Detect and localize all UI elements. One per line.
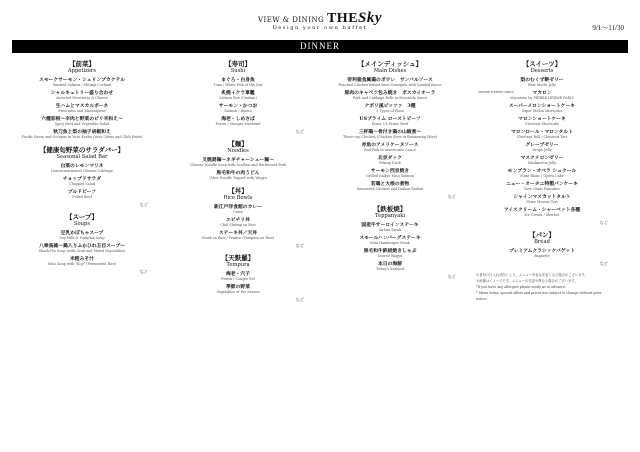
section-title-jp: 【鉄板焼】 bbox=[373, 205, 407, 213]
menu-item-name-en: Prawn / Vinegar Mackerel bbox=[215, 122, 261, 126]
menu-item-name-jp: 白菜のレモンマリネ bbox=[60, 163, 104, 169]
menu-item-name-jp: 国産牛サーロインステーキ bbox=[361, 222, 419, 228]
menu-item-name-jp: マカロン bbox=[532, 90, 552, 96]
menu-item-name-en: Mont Blanc / Opera Cake bbox=[520, 174, 564, 178]
section-title-jp: 【メインディッシュ】 bbox=[357, 60, 423, 68]
menu-item-name-en: Pacific Saury and Octopus in Yuzu Kosho (Yuzu Citrus and Chili Paste) bbox=[21, 135, 143, 139]
menu-item-name-jp: スモークサーモン・シュリンプカクテル bbox=[39, 77, 125, 83]
menu-item-name-jp: アイスクリーム・シャーベット各種 bbox=[503, 207, 581, 213]
section-title-jp: 【麺】 bbox=[228, 140, 248, 148]
etc-label: など bbox=[295, 297, 304, 302]
section-title-jp: 【寿司】 bbox=[225, 60, 251, 68]
menu-section bbox=[472, 60, 612, 225]
menu-item-name-en: Peking Duck bbox=[379, 161, 401, 165]
menu-item-name-jp: 若鶏と大根の煮物 bbox=[370, 181, 410, 187]
menu-item bbox=[472, 194, 612, 205]
menu-item bbox=[472, 77, 612, 88]
section-title-jp: 【スイーツ】 bbox=[522, 60, 562, 68]
menu-item-name-en: Soy Milk & Pumpkin Soup bbox=[59, 236, 105, 240]
menu-item bbox=[12, 230, 152, 241]
menu-item bbox=[320, 235, 460, 246]
menu-item-name-en: Chinese Noodle Soup with Scallion and Barbecued Pork bbox=[189, 163, 287, 167]
menu-item-name-en: Chili Shrimp on Rice bbox=[220, 223, 256, 227]
menu-item-name-jp: 黒毛和牛鉄板焼きしゃぶ bbox=[363, 248, 417, 254]
menu-item-name-en: Shine Muscat Tart bbox=[526, 200, 558, 204]
menu-item-name-jp: 秋刀魚と梨の柚子胡椒和え bbox=[53, 129, 111, 135]
section-title-en: Sushi bbox=[230, 68, 246, 74]
section-title-jp: 【パン】 bbox=[529, 231, 555, 239]
menu-item bbox=[472, 181, 612, 192]
menu-item-name-jp: 帝利鹿食属鶏のボワレ サンバルソース bbox=[347, 77, 433, 83]
menu-item-name-jp: 黒毛和牛の肉うどん bbox=[216, 170, 260, 176]
menu-item-name-jp: 叉焼湯麺～ネギチャーシュー麺～ bbox=[202, 157, 274, 163]
section-title-en: Rice Bowls bbox=[223, 195, 253, 201]
menu-item bbox=[12, 243, 152, 254]
menu-item-name-en: Shark Fin Soup (with Crab and Mixed Vegetables) bbox=[38, 249, 126, 253]
menu-item bbox=[168, 284, 308, 295]
menu-section bbox=[320, 205, 460, 279]
menu-item bbox=[320, 116, 460, 127]
menu-item-name-en: Chestnut Shortcake bbox=[524, 122, 560, 126]
footnote-line: * Menu items, special offers and prices are subject to change without prior notice. bbox=[476, 291, 602, 301]
menu-item bbox=[320, 222, 460, 233]
menu-item bbox=[320, 90, 460, 101]
menu-item bbox=[320, 181, 460, 192]
menu-item bbox=[472, 248, 612, 259]
menu-item-name-en: Chopped Salad bbox=[68, 182, 96, 186]
section-title-en: Desserts bbox=[530, 68, 554, 74]
menu-item-name-en: Mini Hamburger Steak bbox=[370, 241, 410, 245]
menu-item-name-en: Pear Mochi Jelly bbox=[527, 83, 557, 87]
menu-item-name-jp: シャルキュトリー盛り合わせ bbox=[50, 90, 114, 96]
menu-item-name-jp: 米糀みそ汁 bbox=[70, 256, 94, 262]
menu-item-name-en: Sirloin Steak bbox=[378, 228, 402, 232]
footnote-line: *If you have any allergies please notify us in advance. bbox=[476, 285, 566, 289]
menu-item-name-en: Muskmelon Jelly bbox=[527, 161, 557, 165]
date-range: 9/1～11/30 bbox=[592, 24, 624, 32]
menu-item-name-en: Salmon / Bonito bbox=[224, 109, 252, 113]
etc-label: など bbox=[295, 129, 304, 134]
menu-item-name-jp: スモールハンバーグステーキ bbox=[359, 235, 421, 241]
menu-item-name-jp: 新江戸洋食館のカレー bbox=[214, 204, 262, 210]
section-title-en: Tempura bbox=[226, 262, 250, 268]
menu-item-name-en: Miso Soup with "Koji" (Fermented Rice) bbox=[47, 262, 117, 266]
section-title-jp: 【天麩羅】 bbox=[221, 254, 255, 262]
menu-item-name-en: Simmered Chicken and Daikon Radish bbox=[356, 187, 424, 191]
menu-item bbox=[472, 155, 612, 166]
menu-section bbox=[12, 213, 152, 274]
menu-item-name-en: Grape Jelly bbox=[532, 148, 552, 152]
menu-item bbox=[320, 142, 460, 153]
menu-item-name-en: Lemon-marinated Chinese Cabbage bbox=[51, 169, 113, 173]
menu-item bbox=[472, 168, 612, 179]
menu-item bbox=[320, 103, 460, 114]
menu-item-name-jp: グレープゼリー bbox=[525, 142, 559, 148]
menu-item-name-en: Roast US Prime Beef bbox=[371, 122, 409, 126]
menu-item-name-en: Pulled Beef bbox=[72, 195, 92, 199]
menu-item-name-jp: 北京ダック bbox=[378, 155, 402, 161]
dinner-banner: DINNER bbox=[12, 40, 628, 53]
menu-item-name-en: Three-cup Chicken (Chicken Stew in Simmering Wine) bbox=[342, 135, 438, 139]
menu-item bbox=[472, 116, 612, 127]
menu-item-name-jp: 豆乳かぼちゃスープ bbox=[60, 230, 104, 236]
menu-item bbox=[320, 248, 460, 259]
menu-section bbox=[12, 60, 152, 140]
menu-item bbox=[168, 77, 308, 88]
menu-item-name-en: Salmon Roe (Gunkan) bbox=[219, 96, 257, 100]
section-title-jp: 【丼】 bbox=[228, 187, 248, 195]
menu-item bbox=[168, 204, 308, 215]
menu-item-name-jp: エビチリ丼 bbox=[226, 217, 250, 223]
etc-label: など bbox=[139, 269, 148, 274]
section-title-jp: 【スープ】 bbox=[66, 213, 98, 221]
menu-column-1 bbox=[12, 60, 152, 280]
menu-column-3 bbox=[320, 60, 460, 285]
menu-item bbox=[168, 217, 308, 228]
menu-section bbox=[168, 254, 308, 302]
section-title-en: Teppanyaki bbox=[374, 213, 406, 219]
pierre-herme-label: PIERRE HERMÉ PARIS bbox=[478, 90, 514, 94]
menu-item-name-jp: 赤魚のアメリケーヌソース bbox=[361, 142, 419, 148]
menu-section bbox=[168, 140, 308, 181]
menu-item-name-jp: 梨のむくず餅ゼリー bbox=[520, 77, 564, 83]
menu-item-name-jp: 八拳鳥雑～鶏入りふかひれ五目スープ～ bbox=[39, 243, 125, 249]
menu-item bbox=[12, 256, 152, 267]
menu-item-name-en: Chestnut Roll / Chestnut Tart bbox=[516, 135, 568, 139]
menu-item-name-en: Spicy Beef and Vegetable Salad bbox=[54, 122, 110, 126]
menu-item bbox=[12, 77, 152, 88]
menu-item-name-en: Poached Chicken Breast from Yamagata with Sambal Sauce bbox=[338, 83, 442, 87]
menu-item bbox=[168, 271, 308, 282]
menu-item-name-jp: プレミアムクラシックバゲット bbox=[508, 248, 576, 254]
menu-item bbox=[12, 116, 152, 127]
menu-item-name-en: Tuna / White Fish of the Day bbox=[213, 83, 263, 87]
menu-item bbox=[320, 168, 460, 179]
menu-item-name-jp: モンブラン・オペラ シュクール bbox=[507, 168, 577, 174]
menu-item bbox=[320, 155, 460, 166]
etc-label: など bbox=[447, 194, 456, 199]
menu-item-name-en: Pork and Cabbage Rolls in Boscaiola Sauce bbox=[352, 96, 428, 100]
menu-item-name-jp: サーモン西京焼き bbox=[370, 168, 410, 174]
menu-item-name-jp: 炙焼イクラ軍艦 bbox=[221, 90, 255, 96]
section-title-en: Main Dishes bbox=[373, 68, 407, 74]
menu-item-name-jp: ステーキ丼／天丼 bbox=[218, 230, 258, 236]
section-title-en: Bread bbox=[534, 239, 550, 245]
brand-prefix: VIEW & DINING bbox=[257, 16, 325, 24]
menu-item bbox=[168, 157, 308, 168]
menu-item-name-jp: 豚肉のキャベツ包み焼き ボスカイオーラ bbox=[344, 90, 436, 96]
menu-column-2 bbox=[168, 60, 308, 308]
menu-item-name-jp: 六種彩根～辛肉と野菜のピリ辛和え～ bbox=[41, 116, 123, 122]
menu-item bbox=[472, 129, 612, 140]
menu-item-name-en: Smoked Salmon / Shrimp Cocktail bbox=[52, 83, 112, 87]
menu-item-name-jp: シャインマスカットタルト bbox=[513, 194, 571, 200]
section-title-en: Soups bbox=[73, 221, 90, 227]
section-title-en: Seasonal Salad Bar bbox=[56, 154, 108, 160]
menu-section bbox=[168, 60, 308, 134]
menu-item-name-en: Seared Wagyu bbox=[377, 254, 403, 258]
menu-item-name-jp: 三杯鶏～骨付き鶏の山椒煮～ bbox=[358, 129, 422, 135]
brand-sky: Sky bbox=[358, 10, 383, 26]
menu-item-name-jp: サーモン・かつお bbox=[218, 103, 258, 109]
menu-item bbox=[12, 129, 152, 140]
menu-item bbox=[12, 189, 152, 200]
menu-item bbox=[472, 103, 612, 114]
menu-item-name-en: Super Melon Shortcake bbox=[521, 109, 563, 113]
menu-item bbox=[168, 90, 308, 101]
section-title-en: Noodles bbox=[227, 148, 249, 154]
etc-label: など bbox=[599, 261, 608, 266]
menu-item-name-jp: ナポリ風ピッツァ 3種 bbox=[364, 103, 416, 109]
menu-item-name-jp: 生ハムとマスカルポーネ bbox=[55, 103, 109, 109]
menu-item-name-jp: マロンショートケーキ bbox=[518, 116, 566, 122]
menu-item bbox=[12, 176, 152, 187]
menu-item-name-en: Prosciutto and Mascarpone bbox=[58, 109, 106, 113]
menu-item-name-en: New Otani Pancakes bbox=[524, 187, 560, 191]
menu-item-name-jp: ニュー・オータニ特製パンケーキ bbox=[506, 181, 578, 187]
menu-item bbox=[472, 207, 612, 218]
etc-label: など bbox=[599, 220, 608, 225]
menu-item-name-en: Baguette bbox=[534, 254, 550, 258]
menu-item bbox=[472, 90, 612, 101]
menu-item-name-jp: プルドビーフ bbox=[67, 189, 97, 195]
menu-item bbox=[12, 103, 152, 114]
menu-item-name-jp: マスクメロンゼリー bbox=[520, 155, 564, 161]
menu-item bbox=[320, 129, 460, 140]
menu-item-name-en: 3 Types of Pizza bbox=[376, 109, 404, 113]
footnote-line: ※画像はイメージです。メニューの変更や異なる場合がございます。 bbox=[476, 279, 578, 283]
menu-item-name-en: Red Fish in Americaine Sauce bbox=[364, 148, 416, 152]
menu-item bbox=[168, 116, 308, 127]
menu-column-4 bbox=[472, 60, 612, 302]
menu-item-name-en: Steak on Rice / Tendon (Tempura on Rice) bbox=[201, 236, 275, 240]
menu-item-name-jp: 季節の野菜 bbox=[226, 284, 250, 290]
brand-tagline: Design your own buffet bbox=[272, 25, 368, 31]
menu-item-name-jp: マロンロール・マロンタルト bbox=[510, 129, 574, 135]
menu-item-name-en: Today's Seafood bbox=[376, 267, 404, 271]
section-title-jp: 【前菜】 bbox=[69, 60, 95, 68]
menu-item-name-en: Curry bbox=[233, 210, 243, 214]
menu-item bbox=[168, 230, 308, 241]
menu-item bbox=[12, 163, 152, 174]
menu-section bbox=[168, 187, 308, 248]
footnotes bbox=[472, 272, 612, 302]
menu-item bbox=[168, 170, 308, 181]
menu-section bbox=[12, 146, 152, 207]
menu-item-name-en: Macarons by PIERRE HERMÉ PARIS bbox=[510, 96, 574, 100]
menu-item bbox=[12, 90, 152, 101]
menu-item-name-en: Assorted Prosciutto & Cheese bbox=[56, 96, 108, 100]
menu-item-name-jp: 海老・しめさば bbox=[221, 116, 255, 122]
brand-the: THE bbox=[326, 11, 359, 26]
menu-item-name-en: Prawn / Conger Eel bbox=[221, 277, 255, 281]
section-title-en: Appetizers bbox=[67, 68, 97, 74]
menu-section bbox=[472, 231, 612, 266]
menu-item bbox=[320, 261, 460, 272]
menu-item-name-jp: まぐろ・白身魚 bbox=[221, 77, 255, 83]
menu-item bbox=[320, 77, 460, 88]
menu-item-name-jp: USプライム ローストビーフ bbox=[359, 116, 421, 122]
menu-item-name-en: Grilled Saikyo Miso Salmon bbox=[366, 174, 414, 178]
menu-item-name-jp: スーパーメロンショートケーキ bbox=[508, 103, 576, 109]
footnote-line: ※食材の仕入れ状況により、メニュー内容は変更となる場合がございます。 bbox=[476, 273, 588, 277]
menu-item bbox=[168, 103, 308, 114]
menu-item-name-jp: 海老・穴子 bbox=[226, 271, 250, 277]
brand-logo bbox=[0, 10, 640, 31]
menu-item-name-jp: 本日の海鮮 bbox=[378, 261, 402, 267]
etc-label: など bbox=[447, 274, 456, 279]
menu-item bbox=[472, 142, 612, 153]
menu-section bbox=[320, 60, 460, 199]
etc-label: など bbox=[139, 202, 148, 207]
etc-label: など bbox=[295, 243, 304, 248]
section-title-jp: 【健康旬野菜のサラダバー】 bbox=[39, 146, 125, 154]
menu-item-name-en: Vegetables of the Season bbox=[216, 290, 260, 294]
menu-item-name-en: Udon Noodle Topped with Wagyu bbox=[209, 176, 267, 180]
menu-item-name-en: Ice Cream / Sherbet bbox=[524, 213, 560, 217]
menu-item-name-jp: チョップドサラダ bbox=[62, 176, 102, 182]
